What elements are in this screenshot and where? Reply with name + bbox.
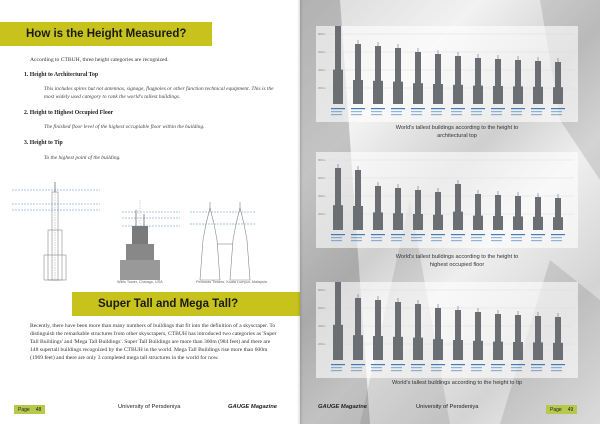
building-silhouette	[553, 194, 563, 230]
building-silhouette	[493, 55, 503, 104]
page-number-tag-left	[14, 405, 45, 414]
building-label-line	[531, 237, 542, 238]
building-silhouette	[433, 304, 443, 360]
building-label-line	[471, 240, 482, 241]
building-label-line	[391, 111, 402, 112]
building-label-line	[511, 240, 522, 241]
building-silhouette	[333, 164, 343, 230]
tick-label: 800m	[318, 158, 326, 162]
building-label-line	[391, 364, 405, 365]
building-silhouette	[413, 48, 423, 104]
building-label-line	[551, 237, 562, 238]
building-label-line	[491, 111, 502, 112]
building-label-line	[471, 367, 482, 368]
building-label-line	[531, 370, 542, 371]
building-label-line	[471, 111, 482, 112]
building-silhouette	[373, 42, 383, 104]
building-silhouette	[413, 300, 423, 360]
building-label-line	[391, 237, 402, 238]
building-label-line	[371, 237, 382, 238]
height-diagram	[0, 180, 297, 288]
building-label-line	[491, 237, 502, 238]
building-label-line	[491, 370, 502, 371]
building-label-line	[471, 114, 482, 115]
category-3-title: 3. Height to Tip	[24, 140, 63, 146]
building-label-line	[491, 108, 505, 109]
super-tall-paragraph: Recently, there have been more than many numbers of buildings that fit into the definition of a skyscraper. To distinguish the remarkable structures from other skyscrapers, CTBUH has introduced two categories as 'Super Tall Buildings' and 'Mega Tall Buildings'. Super Tall Buildings are more than 300m (984 feet) and there are 148 supertall buildings recognized by the CTBUH in the world. Mega Tall Buildings rise more than 600m (1969 feet) and there are only 3 completed mega tall structures in the world for now.	[30, 323, 277, 362]
tick-label: 600m	[318, 306, 326, 310]
chart-caption-architectural: World's tallest buildings according to the height to architectural top	[395, 125, 519, 139]
building-label-line	[551, 234, 565, 235]
height-to-tip-chart	[316, 282, 578, 378]
building-label-line	[471, 370, 482, 371]
building-label-line	[411, 108, 425, 109]
building-label-line	[411, 234, 425, 235]
building-label-line	[491, 114, 502, 115]
building-label-line	[431, 234, 445, 235]
building-label-line	[471, 108, 485, 109]
building-label-line	[511, 237, 522, 238]
building-label-line	[551, 111, 562, 112]
footer-magazine-right: GAUGE Magazine	[318, 404, 367, 410]
category-1-desc: This includes spires but not antennas, signage, flagpoles or other function technical equipment. This is the most widely used category to rank the world's tallest buildings.	[44, 86, 274, 100]
super-tall-heading-band	[72, 292, 300, 316]
tick-label: 600m	[318, 176, 326, 180]
building-label-line	[551, 367, 562, 368]
building-label-line	[511, 370, 522, 371]
building-label-line	[391, 108, 405, 109]
building-label-line	[371, 370, 382, 371]
building-silhouette	[393, 298, 403, 360]
building-label-line	[391, 370, 402, 371]
building-label-line	[351, 237, 362, 238]
building-label-line	[351, 234, 365, 235]
building-silhouette	[473, 54, 483, 104]
building-label-line	[351, 111, 362, 112]
building-label-line	[431, 364, 445, 365]
building-silhouette	[533, 193, 543, 230]
building-label-line	[411, 367, 422, 368]
building-label-line	[511, 114, 522, 115]
building-label-line	[351, 108, 365, 109]
building-label-line	[391, 114, 402, 115]
building-silhouette	[553, 313, 563, 360]
building-silhouette	[453, 52, 463, 104]
intro-text: According to CTBUH, three height categories are recognized.	[30, 57, 169, 63]
building-label-line	[451, 111, 462, 112]
building-label-line	[431, 114, 442, 115]
building-label-line	[531, 114, 542, 115]
building-label-line	[331, 237, 342, 238]
chart-panel-tip	[316, 282, 578, 378]
building-silhouette	[533, 312, 543, 360]
building-label-line	[371, 240, 382, 241]
building-label-line	[331, 370, 342, 371]
architectural-top-chart	[316, 26, 578, 122]
willis-tower-diagram-icon	[120, 200, 180, 280]
building-label-line	[531, 111, 542, 112]
category-2-desc: The finished floor level of the highest occupiable floor within the building.	[44, 124, 205, 130]
building-label-line	[451, 114, 462, 115]
building-label-line	[411, 111, 422, 112]
page-number-right: 49	[567, 406, 574, 413]
building-label-line	[531, 364, 545, 365]
chart-caption-tip: World's tallest buildings according to the height to tip	[392, 380, 523, 386]
building-label-line	[491, 234, 505, 235]
building-label-line	[511, 111, 522, 112]
building-label-line	[351, 370, 362, 371]
building-label-line	[371, 364, 385, 365]
footer-university-right: University of Persdeniya	[416, 404, 479, 410]
building-silhouette	[453, 306, 463, 360]
tick-label: 400m	[318, 324, 326, 328]
category-1-title: 1. Height to Architectural Top	[24, 72, 99, 78]
building-silhouette	[353, 40, 363, 104]
building-label-line	[451, 237, 462, 238]
building-silhouette	[553, 58, 563, 104]
building-label-line	[491, 364, 505, 365]
building-label-line	[431, 370, 442, 371]
building-label-line	[431, 108, 445, 109]
page-number: 48	[35, 406, 42, 413]
building-label-line	[551, 364, 565, 365]
building-label-line	[331, 240, 342, 241]
building-label-line	[411, 237, 422, 238]
building-label-line	[451, 234, 465, 235]
building-silhouette	[473, 308, 483, 360]
building-label-line	[431, 111, 442, 112]
building-label-line	[451, 364, 465, 365]
building-label-line	[451, 370, 462, 371]
height-heading-band	[0, 22, 212, 46]
building-label-line	[551, 370, 562, 371]
tick-label: 200m	[318, 342, 326, 346]
building-label-line	[551, 240, 562, 241]
building-label-line	[471, 364, 485, 365]
chart-panel-occupied	[316, 152, 578, 248]
building-silhouette	[493, 191, 503, 230]
willis-caption: Willis Tower, Chicago, USA	[117, 280, 163, 284]
building-label-line	[351, 114, 362, 115]
building-label-line	[331, 234, 345, 235]
building-label-line	[531, 240, 542, 241]
building-label-line	[351, 367, 362, 368]
building-silhouette	[533, 57, 543, 104]
tick-label: 200m	[318, 86, 326, 90]
page-word: Page	[18, 406, 30, 413]
building-label-line	[411, 240, 422, 241]
building-label-line	[511, 234, 525, 235]
building-silhouette	[353, 294, 363, 360]
building-silhouette	[433, 188, 443, 230]
building-silhouette	[513, 192, 523, 230]
building-label-line	[471, 234, 485, 235]
building-label-line	[411, 370, 422, 371]
building-label-line	[431, 367, 442, 368]
building-label-line	[531, 367, 542, 368]
building-label-line	[351, 240, 362, 241]
building-label-line	[371, 111, 382, 112]
tick-label: 800m	[318, 288, 326, 292]
building-label-line	[491, 240, 502, 241]
building-label-line	[471, 237, 482, 238]
building-label-line	[331, 367, 342, 368]
category-2-title: 2. Height to Highest Occupied Floor	[24, 110, 114, 116]
tick-label: 400m	[318, 68, 326, 72]
building-silhouette	[433, 50, 443, 104]
building-label-line	[371, 367, 382, 368]
tick-label: 600m	[318, 50, 326, 54]
building-label-line	[531, 108, 545, 109]
building-silhouette	[333, 26, 343, 104]
building-silhouette	[333, 282, 343, 360]
tick-label: 400m	[318, 194, 326, 198]
building-silhouette	[373, 296, 383, 360]
building-label-line	[551, 114, 562, 115]
building-label-line	[391, 234, 405, 235]
building-silhouette	[513, 311, 523, 360]
section-heading: Super Tall and Mega Tall?	[98, 298, 239, 310]
building-silhouette	[393, 184, 403, 230]
building-label-line	[511, 108, 525, 109]
building-label-line	[451, 108, 465, 109]
footer-university: University of Persdeniya	[118, 404, 181, 410]
page-number-tag-right	[546, 405, 577, 414]
building-silhouette	[353, 166, 363, 230]
chart-caption-occupied: World's tallest buildings according to the height to highest occupied floor	[395, 254, 519, 268]
building-label-line	[451, 367, 462, 368]
building-label-line	[491, 367, 502, 368]
building-label-line	[351, 364, 365, 365]
tick-label: 200m	[318, 212, 326, 216]
burj-diagram-icon	[12, 182, 100, 280]
building-label-line	[531, 234, 545, 235]
building-label-line	[391, 367, 402, 368]
building-label-line	[511, 367, 522, 368]
petronas-caption: Petronas Towers, Kuala Lumpur, Malaysia	[196, 280, 267, 284]
building-label-line	[371, 108, 385, 109]
building-label-line	[371, 234, 385, 235]
building-label-line	[511, 364, 525, 365]
chart-panel-architectural	[316, 26, 578, 122]
building-label-line	[431, 237, 442, 238]
category-3-desc: To the highest point of the building.	[44, 155, 121, 161]
building-label-line	[551, 108, 565, 109]
building-silhouette	[513, 56, 523, 104]
page-gutter	[297, 0, 303, 424]
occupied-floor-chart	[316, 152, 578, 248]
building-label-line	[411, 364, 425, 365]
building-silhouette	[493, 310, 503, 360]
petronas-towers-diagram-icon	[190, 202, 255, 280]
building-silhouette	[393, 44, 403, 104]
footer-magazine: GAUGE Magazine	[228, 404, 277, 410]
page-word-right: Page	[550, 406, 562, 413]
building-label-line	[371, 114, 382, 115]
building-silhouette	[373, 182, 383, 230]
building-label-line	[331, 108, 345, 109]
building-label-line	[411, 114, 422, 115]
tick-label: 800m	[318, 32, 326, 36]
building-label-line	[431, 240, 442, 241]
building-label-line	[391, 240, 402, 241]
page-title: How is the Height Measured?	[26, 28, 187, 40]
building-label-line	[331, 111, 342, 112]
building-silhouette	[413, 186, 423, 230]
building-label-line	[331, 114, 342, 115]
building-label-line	[331, 364, 345, 365]
building-label-line	[451, 240, 462, 241]
building-silhouette	[453, 180, 463, 230]
